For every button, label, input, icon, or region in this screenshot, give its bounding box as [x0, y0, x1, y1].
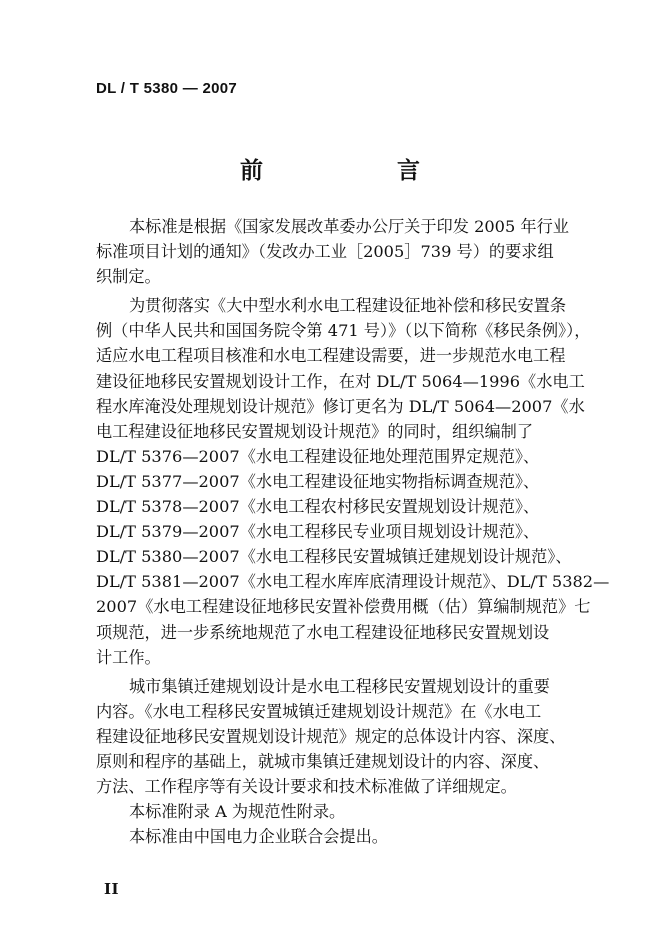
text-line: 本标准由中国电力企业联合会提出。	[129, 827, 388, 847]
text-line: 程水库淹没处理规划设计规范》修订更名为 DL/T 5064—2007《水	[96, 396, 585, 416]
paragraph	[96, 799, 596, 824]
paragraph	[96, 293, 610, 669]
text-line: DL/T 5377—2007《水电工程建设征地实物指标调查规范》、	[96, 471, 540, 491]
text-line: 为贯彻落实《大中型水利水电工程建设征地补偿和移民安置条	[129, 296, 567, 316]
text-line: 计工作。	[96, 647, 161, 667]
text-line: DL/T 5380—2007《水电工程移民安置城镇迁建规划设计规范》、	[96, 547, 572, 567]
text-line: DL/T 5378—2007《水电工程农村移民安置规划设计规范》、	[96, 497, 540, 517]
text-line: 方法、工作程序等有关设计要求和技术标准做了详细规定。	[96, 777, 517, 797]
text-line: 适应水电工程项目核准和水电工程建设需要，进一步规范水电工程	[96, 346, 566, 366]
text-line: 标准项目计划的通知》（发改办工业［2005］739 号）的要求组	[96, 242, 554, 262]
paragraph	[96, 214, 596, 289]
paragraph	[96, 674, 596, 799]
text-line: 2007《水电工程建设征地移民安置补偿费用概（估）算编制规范》七	[96, 597, 591, 617]
text-line: 项规范，进一步系统地规范了水电工程建设征地移民安置规划设	[96, 622, 550, 642]
text-line: 城市集镇迁建规划设计是水电工程移民安置规划设计的重要	[129, 676, 550, 696]
text-line: 原则和程序的基础上，就城市集镇迁建规划设计的内容、深度、	[96, 751, 550, 771]
preface-body	[96, 214, 610, 849]
text-line: 内容。《水电工程移民安置城镇迁建规划设计规范》在《水电工	[96, 701, 542, 721]
text-line: 本标准是根据《国家发展改革委办公厅关于印发 2005 年行业	[129, 217, 569, 236]
page-title: 前 言	[239, 157, 423, 184]
text-line: 电工程建设征地移民安置规划设计规范》的同时，组织编制了	[96, 421, 534, 441]
standard-code-header: DL / T 5380 — 2007	[96, 80, 238, 97]
page-number: II	[104, 880, 120, 898]
text-line: DL/T 5376—2007《水电工程建设征地处理范围界定规范》、	[96, 446, 540, 466]
text-line: 建设征地移民安置规划设计工作，在对 DL/T 5064—1996《水电工	[96, 371, 585, 391]
text-line: 程建设征地移民安置规划设计规范》规定的总体设计内容、深度、	[96, 726, 566, 746]
text-line: DL/T 5379—2007《水电工程移民专业项目规划设计规范》、	[96, 522, 540, 542]
text-line: 本标准附录 A 为规范性附录。	[129, 802, 346, 822]
text-line: 例（中华人民共和国国务院令第 471 号）》（以下简称《移民条例》），	[96, 321, 591, 341]
text-line: DL/T 5381—2007《水电工程水库库底清理设计规范》、DL/T 5382—	[96, 572, 610, 592]
text-line: 织制定。	[96, 267, 161, 287]
paragraph	[96, 824, 596, 849]
